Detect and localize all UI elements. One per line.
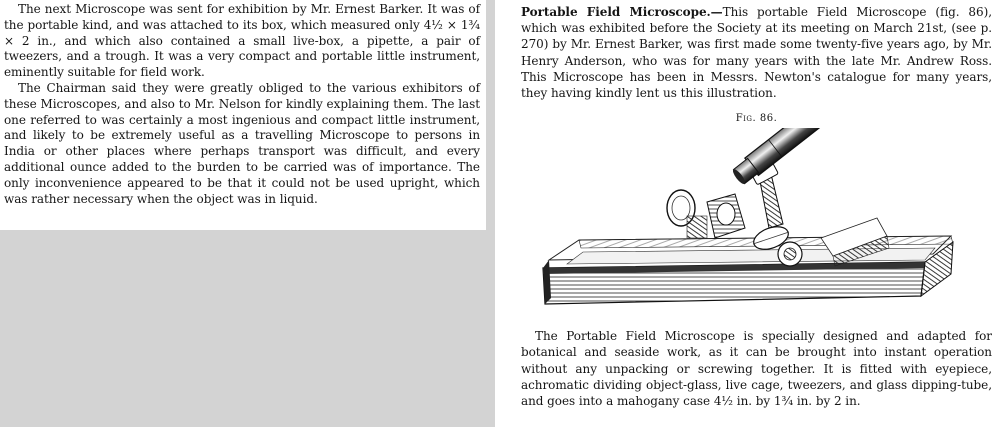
body-paragraph: The Portable Field Microscope is specially designed and adapted for botanical and seaside work, as it can be brought into instant operation without any unpacking or screwing together. It is fitted with eyepiece, achromatic dividing object-glass, live cage, tweezers, and glass dipping-tube, and goes into a mahogany case 4½ in. by 1¾ in. by 2 in. [521, 329, 992, 409]
right-page-column [495, 0, 1000, 427]
microscope-illustration [521, 128, 981, 320]
section-heading: Portable Field Microscope.— [521, 5, 723, 19]
figure-caption: Fig. 86. [735, 113, 778, 125]
intro-text: This portable Field Microscope (fig. 86), which was exhibited before the Society at its meeting on March 21st, (see p. 270) by Mr. Ernest Barker, was first made some twenty-five years ago, by Mr. Henry Anderson, who was for many years with the late Mr. Andrew Ross. This Microscope has been in Messrs. Newton's catalogue for many years, they having kindly lent us this illustration. [521, 5, 992, 101]
paragraph-barker-exhibit: The next Microscope was sent for exhibition by Mr. Ernest Barker. It was of the portable kind, and was attached to its box, which measured only 4½ × 1¾ × 2 in., and which also contained a small live-box, a pipette, a pair of tweezers, and a trough. It was a very compact and portable little instrument, eminently suitable for field work. [4, 2, 480, 80]
paragraph-chairman-remarks: The Chairman said they were greatly obliged to the various exhibitors of these Microscopes, and also to Mr. Nelson for kindly explaining them. The last one referred to was certainly a most ingenious and compact little instrument, and likely to be extremely useful as a travelling Microscope to persons in India or other places where perhaps transport was difficult, and every additional ounce added to the burden to be carried was of importance. The only inconvenience appeared to be that it could not be used upright, which was rather necessary when the object was in liquid. [4, 80, 480, 206]
left-page-column [0, 0, 486, 230]
intro-paragraph [521, 4, 992, 101]
